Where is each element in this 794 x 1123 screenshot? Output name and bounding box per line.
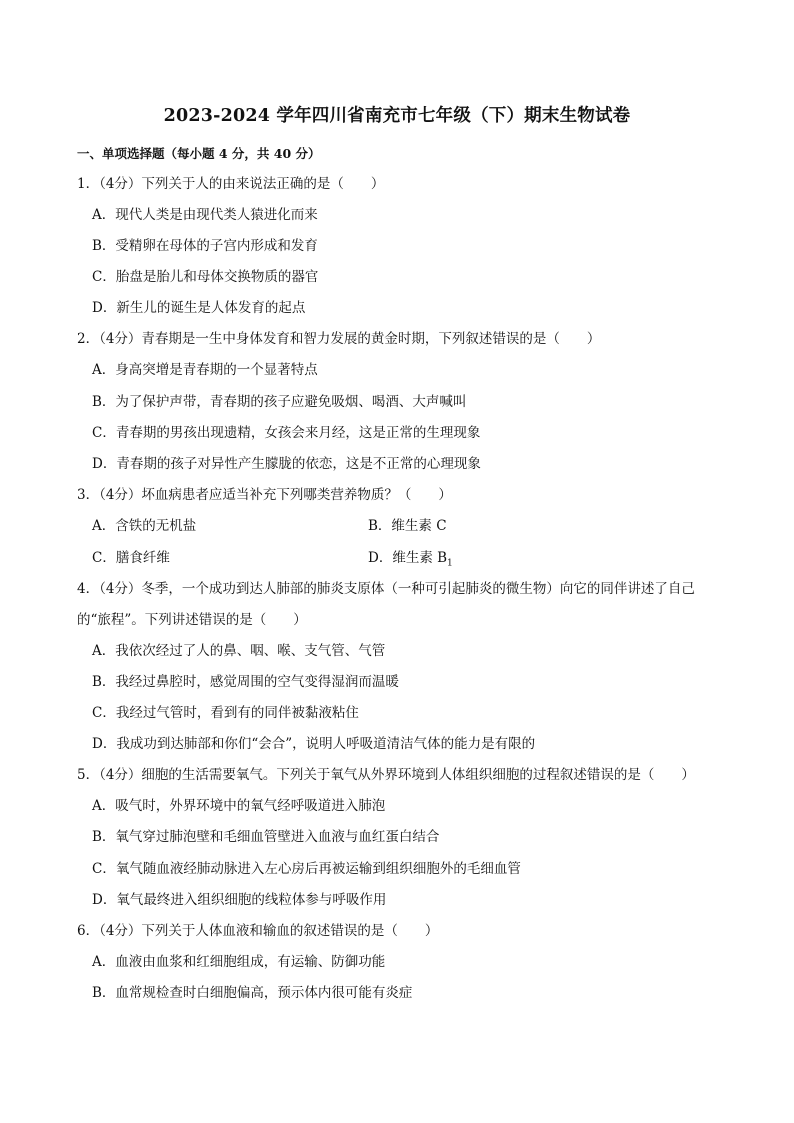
option-2c: C．青春期的男孩出现遗精，女孩会来月经，这是正常的生理现象 — [92, 425, 481, 441]
option-1b: B．受精卵在母体的子宫内形成和发育 — [92, 238, 318, 254]
option-6b: B．血常规检查时白细胞偏高，预示体内很可能有炎症 — [92, 985, 413, 1001]
option-4b: B．我经过鼻腔时，感觉周围的空气变得湿润而温暖 — [92, 674, 399, 690]
option-1d: D．新生儿的诞生是人体发育的起点 — [92, 300, 306, 316]
option-2d: D．青春期的孩子对异性产生朦胧的依恋，这是不正常的心理现象 — [92, 456, 481, 472]
option-3d-text: D．维生素 B — [368, 550, 448, 566]
option-2a: A．身高突增是青春期的一个显著特点 — [92, 362, 318, 378]
option-3b: B．维生素 C — [368, 518, 447, 534]
option-4a: A．我依次经过了人的鼻、咽、喉、支气管、气管 — [92, 643, 386, 659]
option-5b: B．氧气穿过肺泡壁和毛细血管壁进入血液与血红蛋白结合 — [92, 829, 440, 845]
option-3d — [368, 549, 453, 573]
question-stem-4: 4．（4分）冬季，一个成功到达人肺部的肺炎支原体（一种可引起肺炎的微生物）向它的同伴讲述了自己 — [77, 581, 695, 597]
option-3d-subscript: 1 — [447, 558, 453, 569]
question-stem-4-cont: 的“旅程”。下列讲述错误的是（ ） — [77, 612, 307, 628]
option-2b: B．为了保护声带，青春期的孩子应避免吸烟、喝酒、大声喊叫 — [92, 394, 467, 410]
option-5d: D．氧气最终进入组织细胞的线粒体参与呼吸作用 — [92, 892, 387, 908]
option-3c: C．膳食纤维 — [92, 550, 170, 566]
section-heading: 一、单项选择题（每小题 4 分，共 40 分） — [77, 146, 321, 161]
option-1a: A．现代人类是由现代类人猿进化而来 — [92, 207, 318, 223]
option-5a: A．吸气时，外界环境中的氧气经呼吸道进入肺泡 — [92, 798, 386, 814]
option-5c: C．氧气随血液经肺动脉进入左心房后再被运输到组织细胞外的毛细血管 — [92, 861, 521, 877]
question-stem-2: 2．（4分）青春期是一生中身体发育和智力发展的黄金时期，下列叙述错误的是（ ） — [77, 331, 601, 347]
option-4d: D．我成功到达肺部和你们“会合”，说明人呼吸道清洁气体的能力是有限的 — [92, 736, 536, 752]
option-4c: C．我经过气管时，看到有的同伴被黏液粘住 — [92, 705, 359, 721]
question-stem-3: 3．（4分）坏血病患者应适当补充下列哪类营养物质？（ ） — [77, 487, 452, 503]
question-stem-1: 1．（4分）下列关于人的由来说法正确的是（ ） — [77, 176, 385, 192]
page-title: 2023-2024 学年四川省南充市七年级（下）期末生物试卷 — [163, 106, 631, 126]
question-stem-6: 6．（4分）下列关于人体血液和输血的叙述错误的是（ ） — [77, 923, 439, 939]
option-1c: C．胎盘是胎儿和母体交换物质的器官 — [92, 269, 319, 285]
question-stem-5: 5．（4分）细胞的生活需要氧气。下列关于氧气从外界环境到人体组织细胞的过程叙述错误的是（ ） — [77, 767, 695, 783]
option-6a: A．血液由血浆和红细胞组成，有运输、防御功能 — [92, 954, 386, 970]
option-3a: A．含铁的无机盐 — [92, 518, 197, 534]
